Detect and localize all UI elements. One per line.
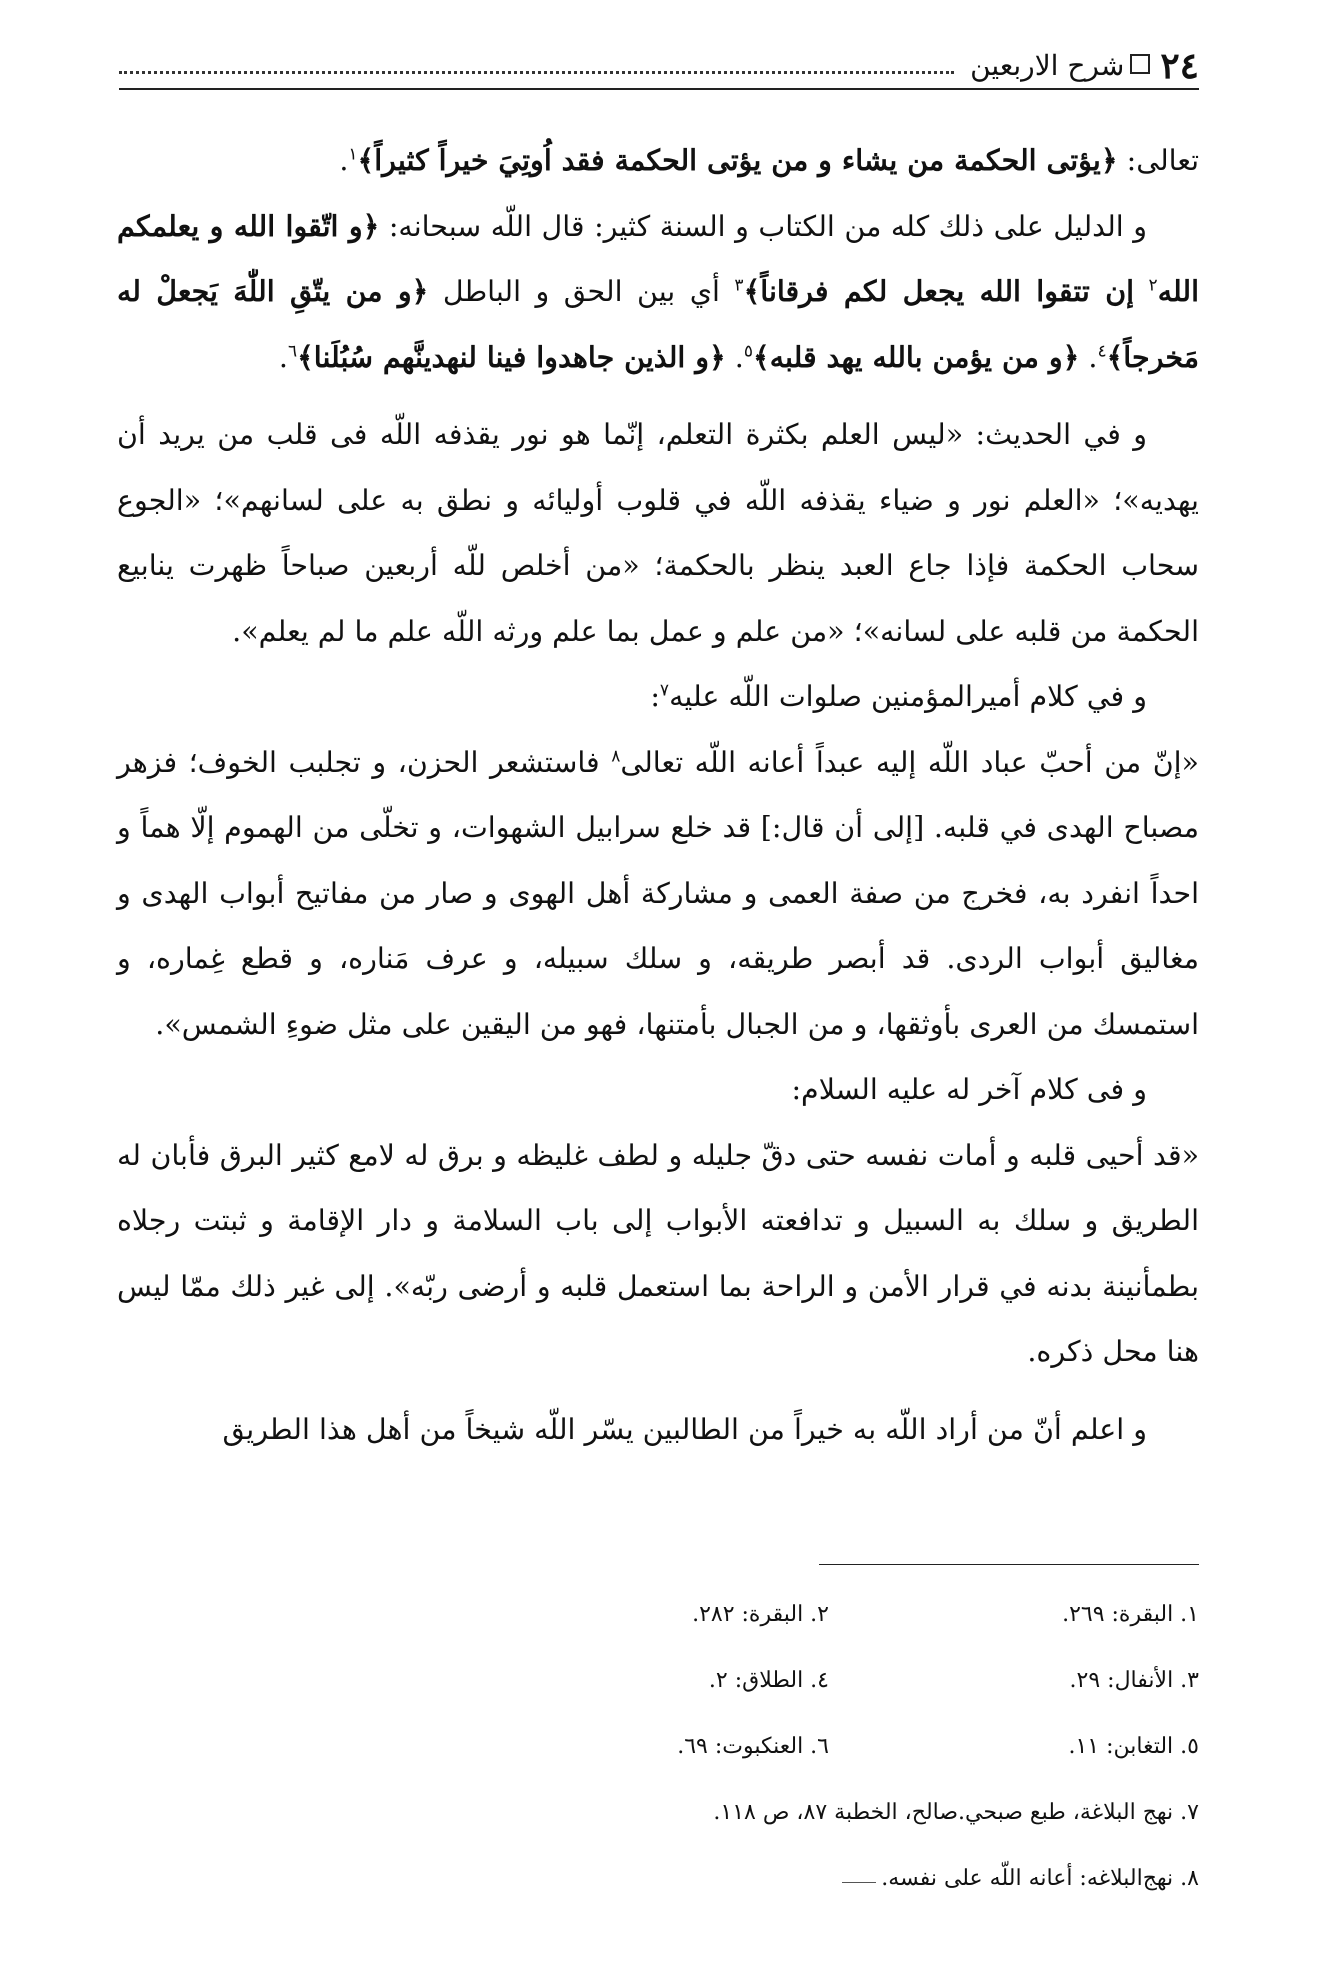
text-run: .	[339, 144, 349, 177]
text-run: و في كلام أميرالمؤمنين صلوات اللّه عليه	[669, 680, 1147, 713]
footnote-row	[117, 1714, 1199, 1780]
text-run: و الدليل علی ذلك كله من الكتاب و السنة كثير: قال اللّه سبحانه:	[388, 209, 1147, 243]
footnote-ref[interactable]: ١	[348, 144, 358, 165]
square-ornament-icon	[1130, 54, 1150, 74]
text-run: فاستشعر الحزن، و تجلبب الخوف؛ فزهر مصباح الهدی في قلبه. [إلی أن قال:] قد خلع سرابيل الشهوات، و تخلّی من الهموم إلّا هماً و احداً انفرد به، فخرج من صفة العمی و مشاركة أهل الهوی و صار من مفاتيح أبواب الهدی و مغاليق أبواب الردی. قد أبصر طريقه، و سلك سبيله، و عرف مَناره، و قطع غِماره، و استمسك من العری بأوثقها، و من الجبال بأمتنها، فهو من اليقين علی مثل ضوءِ الشمس».	[117, 745, 1199, 1041]
footnote-ref[interactable]: ٥	[743, 341, 753, 361]
footnote-7: ٧. نهج البلاغة، طبع صبحي.صالح، الخطبة ٨٧، ص ١١٨.	[713, 1800, 1199, 1825]
paragraph-7: «قد أحيی قلبه و أمات نفسه حتی دقّ جليله و لطف غليظه و برق له لامع كثير البرق فأبان له الطريق و سلك به السبيل و تدافعته الأبواب إلی باب السلامة و دار الإقامة و ثبتت رجلاه بطمأنينة بدنه في قرار الأمن و الراحة بما استعمل قلبه و أرضی ربّه». إلی غير ذلك ممّا ليس هنا محل ذكره.	[117, 1138, 1200, 1368]
page-number: ٢٤	[1160, 45, 1199, 87]
footnote-3: ٣. الأنفال: ٢٩.	[1069, 1668, 1199, 1693]
main-text	[117, 128, 1199, 1462]
paragraph-2: و الدليل علی ذلك كله من الكتاب و السنة كثير: قال اللّه سبحانه: ﴿و اتّقوا الله و يعلمكم الله$^٢$ إن تتقوا الله يجعل لكم فرقاناً﴾$^٣$ أي بين الحق و الباطل ﴿و من يتّقِ اللّٰهَ يَجعلْ له مَخرجاً﴾$^٤$. ﴿و من يؤمن بالله يهد قلبه﴾$^٥$. ﴿و الذين جاهدوا فينا لنهدينَّهم سُبُلَنا﴾$^٦$.	[117, 208, 1200, 374]
text-run: أي بين الحق و الباطل	[442, 275, 720, 308]
footnote-ref[interactable]: ٧	[659, 680, 670, 701]
paragraph-5	[117, 730, 1199, 1058]
running-title: شرح الاربعين	[970, 49, 1125, 82]
footnote-ref[interactable]: ٦	[287, 341, 298, 361]
footnote-4: ٤. الطلاق: ٢.	[708, 1668, 829, 1693]
footnote-2: ٢. البقرة: ٢٨٢.	[692, 1602, 829, 1627]
quran-verse: ﴿يؤتی الحكمة من يشاء و من يؤتی الحكمة فقد اُوتِيَ خيراً كثيراً﴾	[357, 143, 1118, 177]
paragraph-1	[117, 128, 1199, 194]
text-run: تعالی:	[1126, 144, 1199, 177]
footnote-ref[interactable]: ٤	[1097, 341, 1107, 361]
footnote-row	[117, 1648, 1199, 1714]
dotted-leader	[119, 70, 954, 74]
quran-verse: ﴿و اتّقوا الله و يعلمكم الله	[117, 208, 1200, 308]
footnote-row	[117, 1582, 1199, 1648]
paragraph-6: و فی كلام آخر له عليه السلام:	[791, 1073, 1147, 1106]
footnotes	[117, 1582, 1199, 1912]
paragraph-3: و في الحديث: «ليس العلم بكثرة التعلم، إنّما هو نور يقذفه اللّه فی قلب من يريد أن يهديه»؛ «العلم نور و ضياء يقذفه اللّه في قلوب أوليائه و نطق به علی لسانهم»؛ «الجوع سحاب الحكمة فإذا جاع العبد ينظر بالحكمة؛ «من أخلص للّه أربعين صباحاً ظهرت ينابيع الحكمة من قلبه علی لسانه»؛ «من علم و عمل بما علم ورثه اللّه علم ما لم يعلم».	[117, 418, 1199, 648]
footnote-ref[interactable]: ٨	[611, 746, 621, 766]
quran-verse: ﴿و من يؤمن بالله يهد قلبه﴾	[753, 339, 1080, 374]
footnote-5: ٥. التغابن: ١١.	[1068, 1734, 1199, 1759]
paragraph-8: و اعلم أنّ من أراد اللّه به خيراً من الطالبين يسّر اللّه شيخاً من أهل هذا الطريق	[222, 1412, 1147, 1446]
footnote-8: ٨. نهج‌البلاغه: أعانه اللّه علی نفسه.	[881, 1866, 1199, 1891]
footnote-1: ١. البقرة: ٢٦٩.	[1062, 1602, 1199, 1627]
footnote-ref[interactable]: ٢	[1148, 275, 1158, 296]
paragraph-4	[117, 664, 1199, 730]
quran-verse: ﴿و من يتّقِ اللّٰهَ يَجعلْ له مَخرجاً﴾	[117, 274, 1199, 374]
running-header	[119, 38, 1199, 90]
footnote-ref[interactable]: ٣	[734, 275, 744, 296]
footnote-6: ٦. العنكبوت: ٦٩.	[677, 1734, 829, 1759]
bottom-dash	[842, 1882, 876, 1883]
text-run: «إنّ من أحبّ عباد اللّه إليه عبداً أعانه اللّه تعالی	[620, 745, 1199, 779]
text-run: :	[650, 680, 660, 713]
quran-verse: ﴿و الذين جاهدوا فينا لنهدينَّهم سُبُلَنا﴾	[297, 339, 726, 374]
footnote-separator	[819, 1564, 1199, 1565]
quran-verse: إن تتقوا الله يجعل لكم فرقاناً﴾	[743, 274, 1135, 308]
